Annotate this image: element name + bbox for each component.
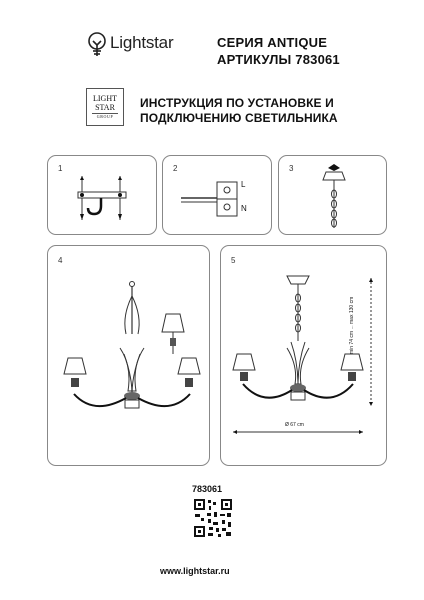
panel-number: 1 <box>58 164 63 173</box>
chandelier-dimensions-drawing <box>229 266 379 446</box>
brand-name: Lightstar <box>110 33 174 52</box>
wire-label-n: N <box>241 204 247 213</box>
panel-number: 3 <box>289 164 294 173</box>
chandelier-assembly-drawing <box>54 276 204 456</box>
stamp-line-3: GROUP <box>92 113 118 120</box>
panel-3 <box>278 155 387 235</box>
panel-4 <box>47 245 210 466</box>
panel-1 <box>47 155 157 235</box>
stamp-line-1: LIGHT <box>93 94 117 103</box>
panel-number: 5 <box>231 256 236 265</box>
stamp-line-2: STAR <box>95 103 115 112</box>
canopy-chain-drawing <box>309 162 359 234</box>
lightbulb-logo-icon <box>89 33 105 56</box>
series-title: СЕРИЯ ANTIQUE <box>217 35 328 50</box>
website-url: www.lightstar.ru <box>160 566 230 576</box>
article-code: 783061 <box>192 484 223 494</box>
light-star-group-stamp <box>86 88 124 126</box>
diameter-dimension-label: Ø 67 cm <box>285 422 304 428</box>
qr-code-icon <box>193 498 233 538</box>
wire-label-l: L <box>241 180 246 189</box>
panel-number: 2 <box>173 164 178 173</box>
panel-number: 4 <box>58 256 63 265</box>
panel-5 <box>220 245 387 466</box>
instructions-line-1: ИНСТРУКЦИЯ ПО УСТАНОВКЕ И <box>140 96 334 110</box>
articles-title: АРТИКУЛЫ 783061 <box>217 52 340 67</box>
wiring-terminal-drawing <box>177 174 241 224</box>
instructions-line-2: ПОДКЛЮЧЕНИЮ СВЕТИЛЬНИКА <box>140 111 338 125</box>
mounting-bracket-drawing <box>68 170 148 230</box>
panel-2 <box>162 155 272 235</box>
height-dimension-label: min 74 cm ... max 130 cm <box>349 296 355 354</box>
